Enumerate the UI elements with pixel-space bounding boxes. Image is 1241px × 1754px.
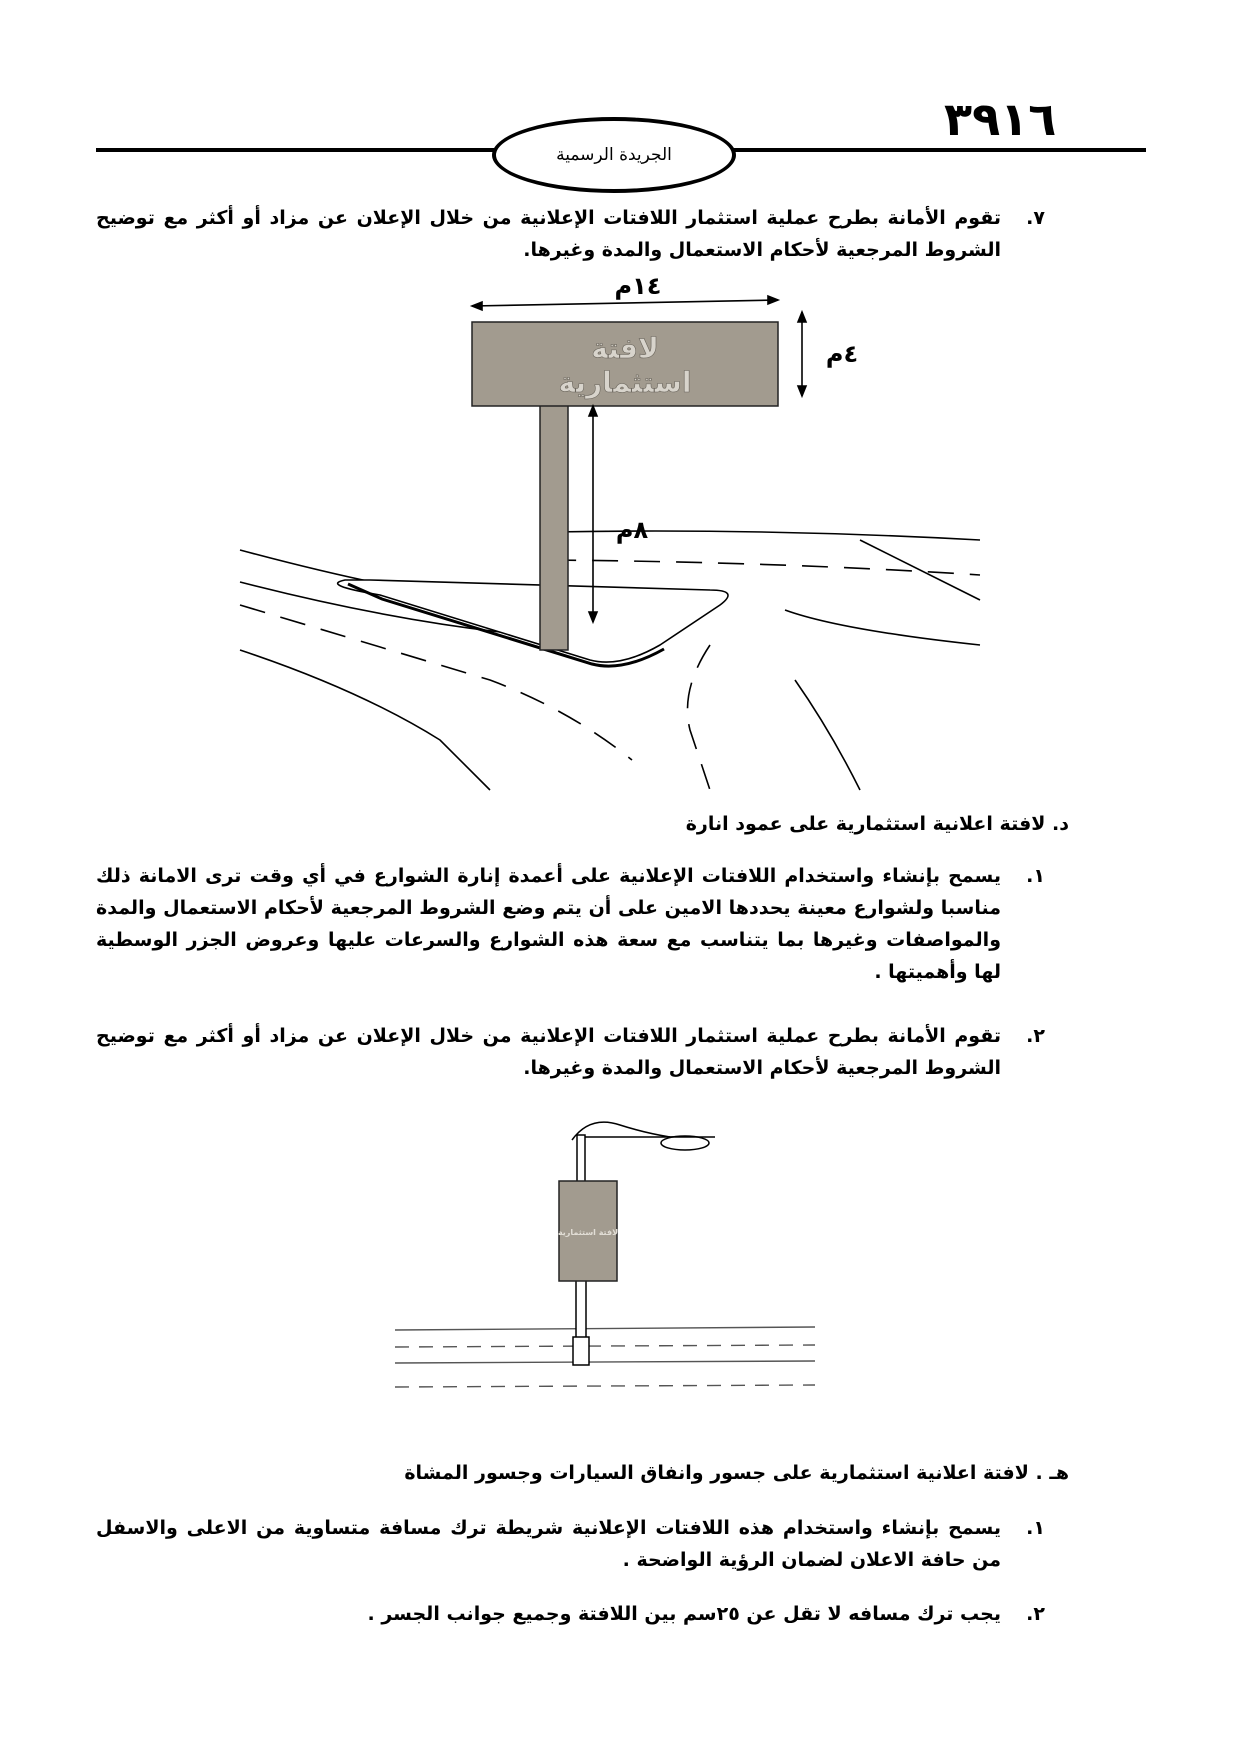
section-d-heading: د. لافتة اعلانية استثمارية على عمود انارة xyxy=(685,813,1069,835)
section-h-item-1-number: ١. xyxy=(1026,1517,1045,1539)
section-h-item-2-number: ٢. xyxy=(1026,1603,1045,1625)
billboard-line1: لافتة xyxy=(591,332,659,365)
billboard-line2: استثمارية xyxy=(558,366,692,399)
gazette-title: الجريدة الرسمية xyxy=(556,145,672,165)
height-dimension-label: ٤م xyxy=(825,340,859,368)
section-h-item-2-text: يجب ترك مسافه لا تقل عن ٢٥سم بين اللافتة وجميع جوانب الجسر . xyxy=(367,1603,1001,1625)
page-number: ٣٩١٦ xyxy=(944,92,1057,146)
header-oval xyxy=(492,117,736,193)
billboard-figure xyxy=(240,272,980,790)
item-7-text: تقوم الأمانة بطرح عملية استثمار اللافتات الإعلانية من خلال الإعلان عن مزاد أو أكثر مع توضيح الشروط المرجعية لأحكام الاستعمال والمدة وغيرها. xyxy=(96,207,1001,261)
pole-dimension-label: ٨م xyxy=(615,516,649,544)
section-h-item-1-text: يسمح بإنشاء واستخدام هذه اللافتات الإعلانية شريطة ترك مسافة متساوية من الاعلى والاسفل من حافة الاعلان لضمان الرؤية الواضحة . xyxy=(96,1517,1001,1571)
section-d-item-1-number: ١. xyxy=(1026,865,1045,887)
billboard-pole xyxy=(540,392,568,650)
section-d-item-2-text: تقوم الأمانة بطرح عملية استثمار اللافتات الإعلانية من خلال الإعلان عن مزاد أو أكثر مع توضيح الشروط المرجعية لأحكام الاستعمال والمدة وغيرها. xyxy=(96,1025,1001,1079)
section-h-heading: هـ . لافتة اعلانية استثمارية على جسور وانفاق السيارات وجسور المشاة xyxy=(404,1462,1069,1484)
item-7-number: ٧. xyxy=(1026,207,1045,229)
street-light-figure xyxy=(395,1115,835,1405)
section-d-item-2-number: ٢. xyxy=(1026,1025,1045,1047)
street-sign-text: لافتة استثمارية xyxy=(557,1228,619,1237)
section-d-item-1-text: يسمح بإنشاء واستخدام اللافتات الإعلانية على أعمدة إنارة الشوارع في أي وقت ترى الامانة ذلك مناسبا ولشوارع معينة يحددها الامين على أن يتم وضع الشروط المرجعية لأحكام الاستعمال والمدة والمواصفات وغيرها بما يتناسب مع سعة هذه الشوارع والسرعات عليها وعروض الجزر الوسطية لها وأهميتها . xyxy=(96,865,1001,983)
width-dimension-label: ١٤م xyxy=(614,272,662,300)
